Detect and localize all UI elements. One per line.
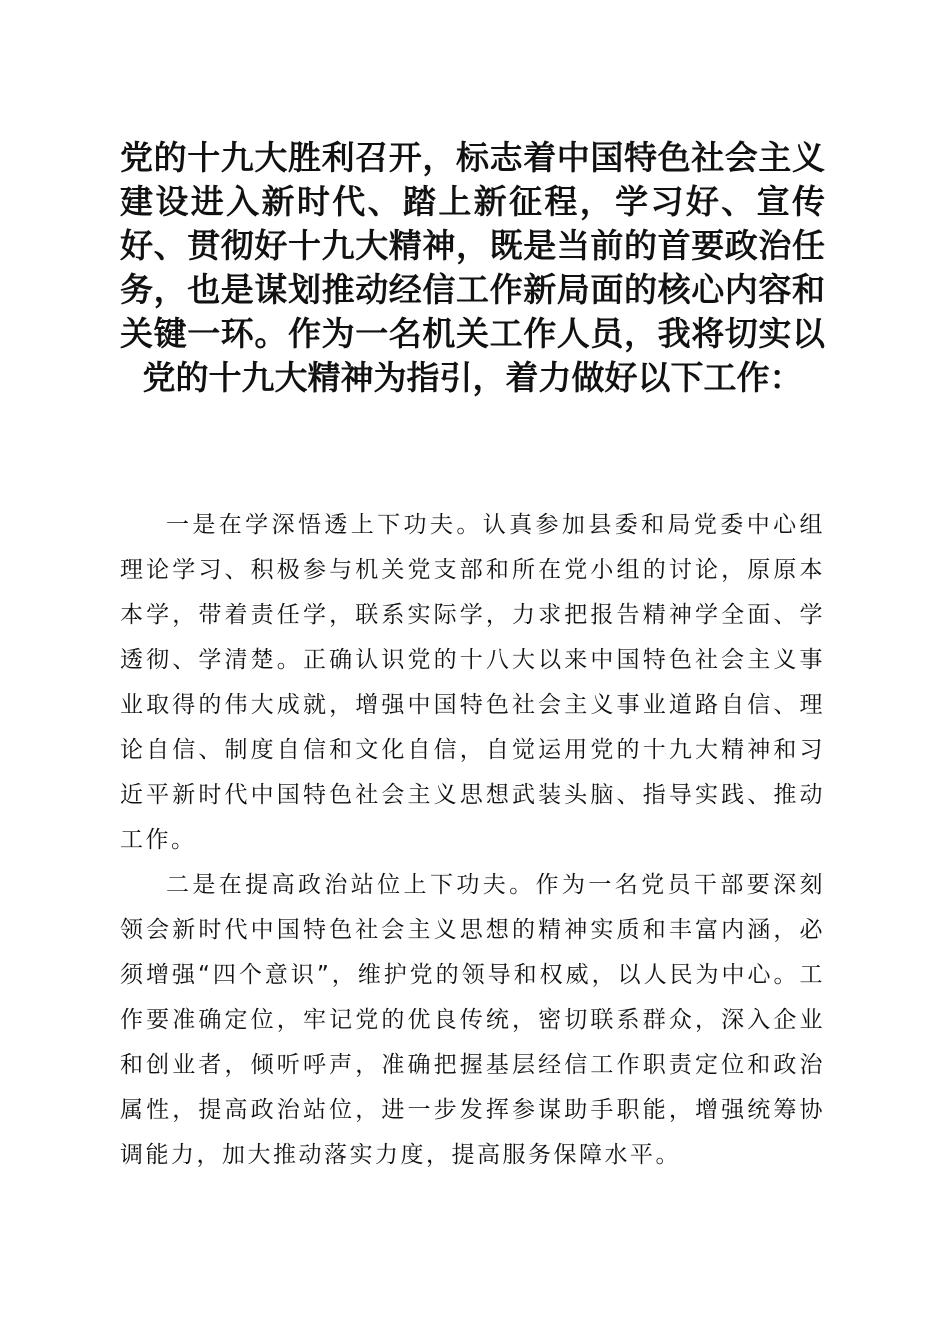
document-body [120, 503, 825, 1178]
document-title: 党的十九大胜利召开，标志着中国特色社会主义建设进入新时代、踏上新征程，学习好、宣传好、贯彻好十九大精神，既是当前的首要政治任务，也是谋划推动经信工作新局面的核心内容和关键一环。作为一名机关工作人员，我将切实以党的十九大精神为指引，着力做好以下工作： [120, 138, 825, 397]
paragraph-1 [120, 503, 825, 863]
paragraph-2-text: 作为一名党员干部要深刻领会新时代中国特色社会主义思想的精神实质和丰富内涵，必须增强“四个意识”，维护党的领导和权威，以人民为中心。工作要准确定位，牢记党的优良传统，密切联系群众，深入企业和创业者，倾听呼声，准确把握基层经信工作职责定位和政治属性，提高政治站位，进一步发挥参谋助手职能，增强统筹协调能力，加大推动落实力度，提高服务保障水平。 [120, 872, 826, 1168]
paragraph-1-text: 认真参加县委和局党委中心组理论学习、积极参与机关党支部和所在党小组的讨论，原原本本学，带着责任学，联系实际学，力求把报告精神学全面、学透彻、学清楚。正确认识党的十八大以来中国特色社会主义事业取得的伟大成就，增强中国特色社会主义事业道路自信、理论自信、制度自信和文化自信，自觉运用党的十九大精神和习近平新时代中国特色社会主义思想武装头脑、指导实践、推动工作。 [120, 512, 826, 853]
paragraph-1-lead: 一是在学深悟透上下功夫。 [166, 512, 483, 538]
paragraph-2-lead: 二是在提高政治站位上下功夫。 [166, 872, 536, 898]
paragraph-2 [120, 863, 825, 1178]
